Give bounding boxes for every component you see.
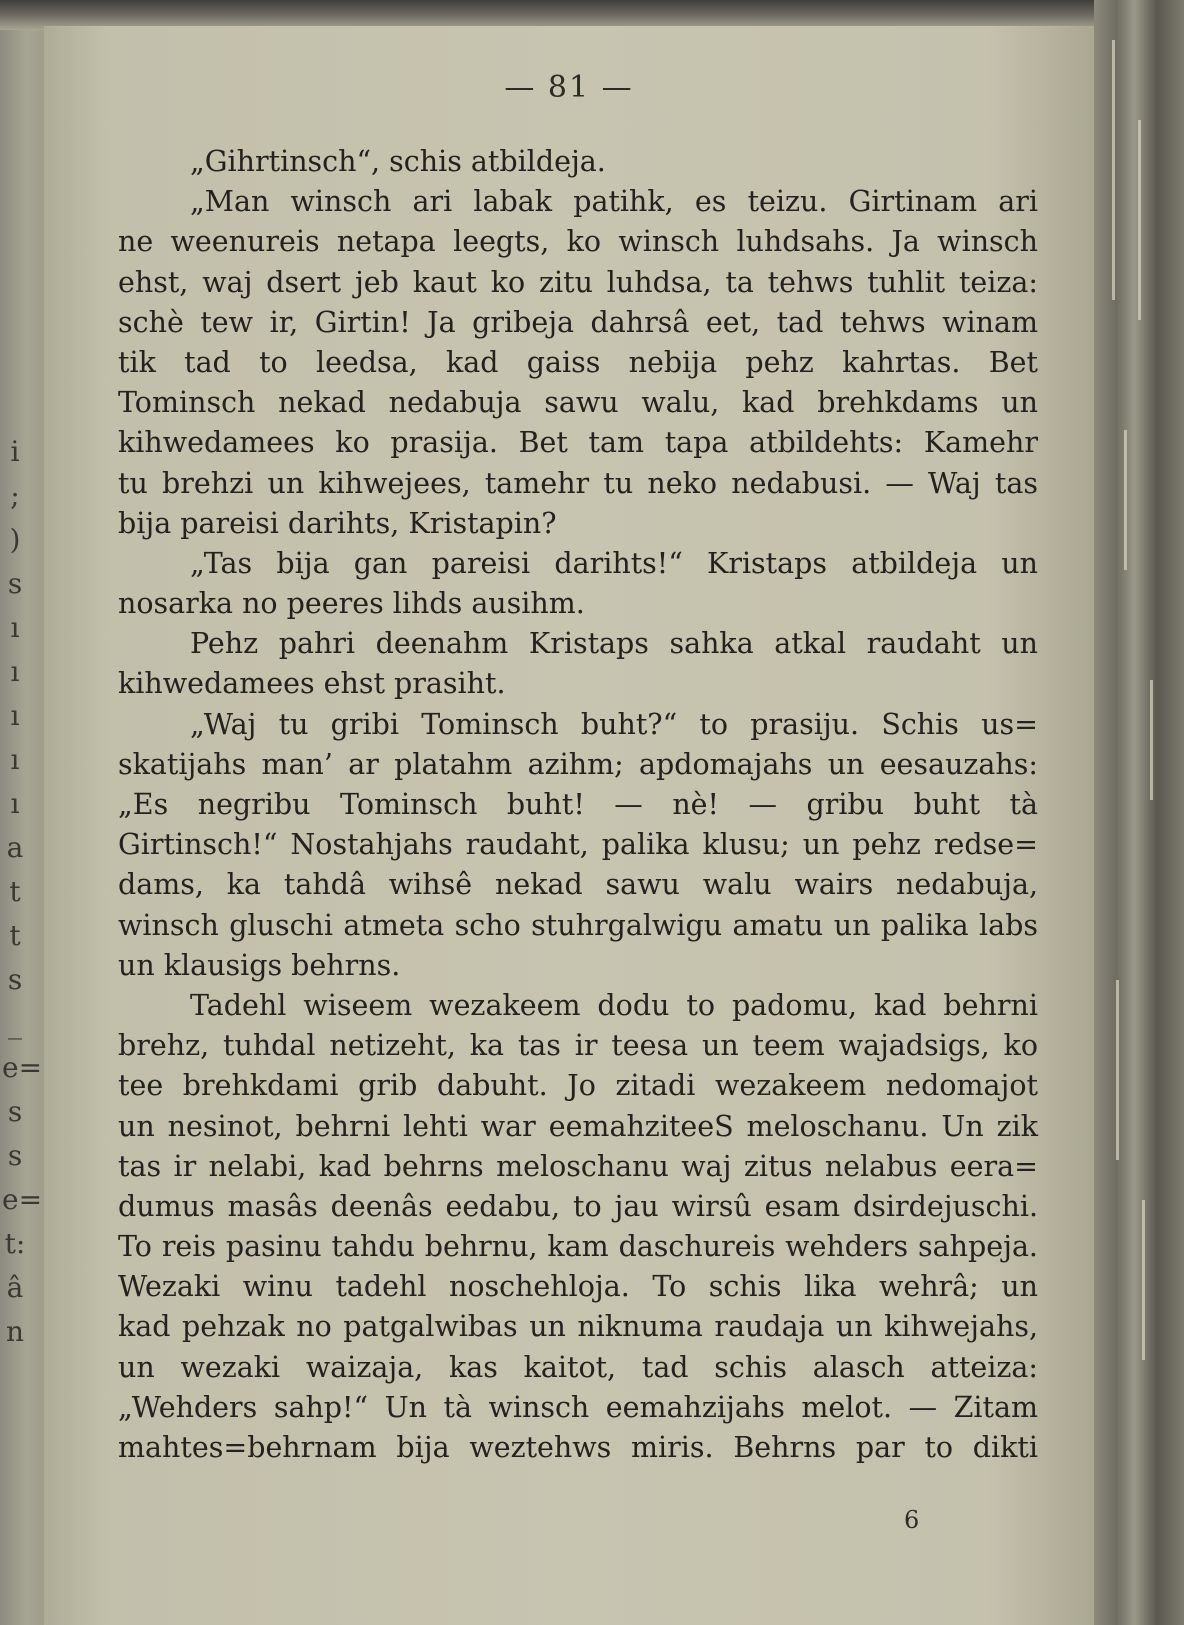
- text-line: ehst, waj dsert jeb kaut ko zitu luhdsa, ta tehws tuhlit teiza:: [118, 265, 1038, 299]
- binding-thread: [1112, 40, 1115, 300]
- page-number: — 81 —: [504, 70, 634, 105]
- text-line: tik tad to leedsa, kad gaiss nebija pehz kahrtas. Bet: [118, 345, 1038, 379]
- text-line: Tominsch nekad nedabuja sawu walu, kad brehkdams un: [118, 386, 1038, 420]
- left-margin-glyph: s: [7, 1095, 23, 1128]
- binding-thread: [1138, 120, 1141, 320]
- binding-thread: [1124, 430, 1127, 570]
- left-margin-glyph: ı: [10, 699, 20, 732]
- book-binding: [1094, 0, 1184, 1625]
- text-line: dumus masâs deenâs eedabu, to jau wirsû esam dsirdejuschi.: [118, 1189, 1038, 1223]
- text-line: kihwedamees ko prasija. Bet tam tapa atbildehts: Kamehr: [118, 426, 1038, 460]
- text-line: „Es negribu Tominsch buht! — nè! — gribu buht tà: [118, 788, 1038, 821]
- body-text: [118, 142, 1038, 1468]
- left-margin-glyph: _: [8, 1007, 22, 1040]
- text-line: „Tas bija gan pareisi darihts!“ Kristaps atbildeja un: [190, 546, 1038, 580]
- left-margin-glyph: t: [9, 875, 21, 908]
- text-line: Tadehl wiseem wezakeem dodu to padomu, kad behrni: [190, 988, 1038, 1022]
- left-margin-glyph: ;: [10, 479, 20, 512]
- left-margin-glyph: ı: [10, 655, 20, 688]
- left-page-edge: [0, 0, 44, 1625]
- text-line: tas ir nelabi, kad behrns meloschanu waj zitus nelabus eera=: [118, 1149, 1038, 1183]
- text-line: kihwedamees ehst prasiht.: [118, 667, 506, 701]
- text-line: kad pehzak no patgalwibas un niknuma raudaja un kihwejahs,: [118, 1310, 1038, 1344]
- left-margin-glyph: ı: [10, 611, 20, 644]
- left-margin-glyph: ): [9, 523, 21, 556]
- text-line: dams, ka tahdâ wihsê nekad sawu walu wairs nedabuja,: [118, 868, 1038, 902]
- left-margin-glyph: a: [6, 831, 24, 864]
- left-margin-glyph: s: [7, 963, 23, 996]
- signature-mark: 6: [904, 1506, 920, 1534]
- left-margin-glyph: n: [5, 1315, 25, 1348]
- text-line: mahtes=behrnam bija weztehws miris. Behrns par to dikti: [118, 1431, 1038, 1464]
- left-margin-glyph: ı: [10, 787, 20, 820]
- text-line: schè tew ir, Girtin! Ja gribeja dahrsâ eet, tad tehws winam: [118, 305, 1038, 339]
- left-margin-glyph: e=: [2, 1183, 43, 1216]
- book-page: [44, 26, 1094, 1625]
- text-line: un klausigs behrns.: [118, 948, 401, 982]
- text-line: Girtinsch!“ Nostahjahs raudaht, palika klusu; un pehz redse=: [118, 828, 1038, 862]
- text-line: To reis pasinu tahdu behrnu, kam daschureis wehders sahpeja.: [118, 1230, 1038, 1264]
- text-line: un nesinot, behrni lehti war eemahziteeS meloschanu. Un zik: [118, 1109, 1038, 1143]
- binding-thread: [1142, 1200, 1145, 1360]
- left-margin-glyph: e=: [2, 1051, 43, 1084]
- left-margin-glyph: â: [6, 1271, 24, 1304]
- text-line: Pehz pahri deenahm Kristaps sahka atkal raudaht un: [190, 627, 1038, 661]
- left-margin-glyph: ı: [10, 743, 20, 776]
- text-line: „Gihrtinsch“, schis atbildeja.: [190, 145, 606, 178]
- left-margin-glyph: s: [7, 1139, 23, 1172]
- text-line: „Waj tu gribi Tominsch buht?“ to prasiju. Schis us=: [190, 707, 1038, 741]
- binding-thread: [1116, 980, 1119, 1160]
- text-line: skatijahs man’ ar platahm azihm; apdomajahs un eesauzahs:: [118, 747, 1038, 781]
- text-line: un wezaki waizaja, kas kaitot, tad schis alasch atteiza:: [118, 1350, 1038, 1384]
- left-margin-glyph: t:: [4, 1227, 26, 1260]
- left-margin-glyph: i: [10, 435, 20, 468]
- text-line: tu brehzi un kihwejees, tamehr tu neko nedabusi. — Waj tas: [118, 466, 1038, 500]
- text-line: winsch gluschi atmeta scho stuhrgalwigu amatu un palika labs: [118, 908, 1038, 942]
- text-line: „Wehders sahp!“ Un tà winsch eemahzijahs melot. — Zitam: [118, 1390, 1038, 1424]
- text-line: nosarka no peeres lihds ausihm.: [118, 587, 585, 621]
- text-line: Wezaki winu tadehl noschehloja. To schis lika wehrâ; un: [118, 1270, 1038, 1304]
- text-line: bija pareisi darihts, Kristapin?: [118, 506, 557, 540]
- left-margin-glyph: t: [9, 919, 21, 952]
- text-line: „Man winsch ari labak patihk, es teizu. Girtinam ari: [190, 185, 1038, 219]
- text-line: ne weenureis netapa leegts, ko winsch luhdsahs. Ja winsch: [118, 225, 1038, 259]
- left-margin-glyph: s: [7, 567, 23, 600]
- left-margin-glyphs: [2, 430, 43, 1354]
- text-line: tee brehkdami grib dabuht. Jo zitadi wezakeem nedomajot: [118, 1069, 1038, 1103]
- text-line: brehz, tuhdal netizeht, ka tas ir teesa un teem wajadsigs, ko: [118, 1029, 1038, 1063]
- binding-thread: [1150, 680, 1153, 800]
